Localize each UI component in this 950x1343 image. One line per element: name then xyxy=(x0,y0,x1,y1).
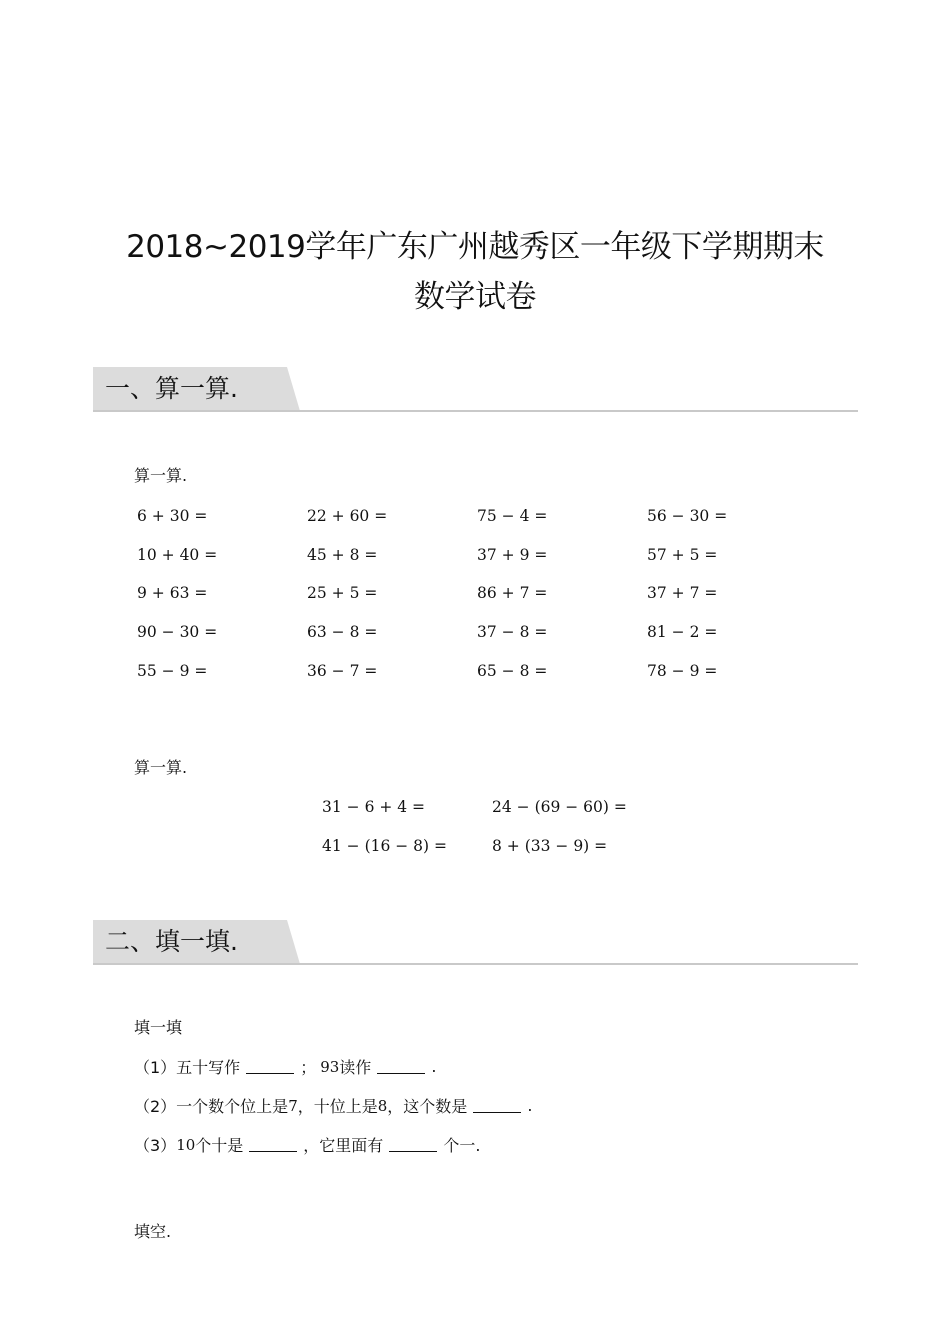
problem: 65 − 8 = xyxy=(477,661,548,680)
problem: 31 − 6 + 4 = xyxy=(322,797,426,816)
problem: 78 − 9 = xyxy=(647,661,718,680)
q1-text: （1）五十写作 xyxy=(134,1058,241,1077)
arithmetic-grid xyxy=(137,497,837,690)
q3-number: 10 xyxy=(176,1135,196,1154)
q2-text: ，这个数是 xyxy=(387,1097,468,1116)
grid-row xyxy=(137,574,837,613)
grid-row xyxy=(137,613,837,652)
title-line-2: 数学试卷 xyxy=(414,279,536,315)
answer-blank[interactable] xyxy=(249,1137,297,1152)
q2-text: ，十位上是 xyxy=(297,1097,378,1116)
problem: 25 + 5 = xyxy=(307,584,378,603)
section-header-2 xyxy=(93,920,858,966)
q3-text: （3） xyxy=(134,1136,177,1155)
mixed-operations-grid xyxy=(322,787,722,865)
q3-text: ，它里面有 xyxy=(303,1136,384,1155)
q1-text: 读作 xyxy=(339,1058,372,1077)
subtitle-calc-1: 算一算. xyxy=(134,466,188,485)
answer-blank[interactable] xyxy=(246,1059,294,1074)
q1-text: . xyxy=(431,1057,437,1076)
q1-number: 93 xyxy=(320,1057,340,1076)
question-1 xyxy=(134,1047,834,1086)
problem: 81 − 2 = xyxy=(647,623,718,642)
problem: 63 − 8 = xyxy=(307,623,378,642)
grid-row xyxy=(322,787,722,826)
q1-text: ； xyxy=(300,1058,317,1077)
problem: 6 + 30 = xyxy=(137,507,208,526)
grid-row xyxy=(322,826,722,865)
section-divider xyxy=(93,410,858,412)
answer-blank[interactable] xyxy=(473,1098,521,1113)
problem: 24 − (69 − 60) = xyxy=(492,797,627,816)
problem: 57 + 5 = xyxy=(647,545,718,564)
problem: 8 + (33 − 9) = xyxy=(492,836,608,855)
problem: 75 − 4 = xyxy=(477,507,548,526)
problem: 10 + 40 = xyxy=(137,545,218,564)
q2-number: 7 xyxy=(288,1096,298,1115)
q3-text: 个十是 xyxy=(195,1136,244,1155)
problem: 37 + 9 = xyxy=(477,545,548,564)
problem: 41 − (16 − 8) = xyxy=(322,836,447,855)
problem: 45 + 8 = xyxy=(307,545,378,564)
section-label: 二、填一填. xyxy=(105,927,238,956)
problem: 36 − 7 = xyxy=(307,661,378,680)
page-title xyxy=(0,222,950,322)
grid-row xyxy=(137,651,837,690)
problem: 56 − 30 = xyxy=(647,507,728,526)
q2-text: . xyxy=(527,1096,533,1115)
question-3 xyxy=(134,1125,834,1164)
problem: 86 + 7 = xyxy=(477,584,548,603)
problem: 22 + 60 = xyxy=(307,507,388,526)
subtitle-calc-2: 算一算. xyxy=(134,758,188,777)
subtitle-fill: 填一填 xyxy=(134,1018,183,1037)
problem: 90 − 30 = xyxy=(137,623,218,642)
q2-text: （2）一个数个位上是 xyxy=(134,1097,289,1116)
problem: 37 + 7 = xyxy=(647,584,718,603)
section-divider xyxy=(93,963,858,965)
fill-questions xyxy=(134,1047,834,1164)
subtitle-fill-2: 填空. xyxy=(134,1222,172,1241)
problem: 37 − 8 = xyxy=(477,623,548,642)
q3-text: 个一. xyxy=(443,1136,481,1155)
section-header-1 xyxy=(93,367,858,413)
grid-row xyxy=(137,536,837,575)
answer-blank[interactable] xyxy=(377,1059,425,1074)
problem: 9 + 63 = xyxy=(137,584,208,603)
grid-row xyxy=(137,497,837,536)
answer-blank[interactable] xyxy=(389,1137,437,1152)
section-label: 一、算一算. xyxy=(105,374,238,403)
problem: 55 − 9 = xyxy=(137,661,208,680)
title-line-1: 2018~2019学年广东广州越秀区一年级下学期期末 xyxy=(126,229,824,265)
question-2 xyxy=(134,1086,834,1125)
q2-number: 8 xyxy=(377,1096,388,1115)
